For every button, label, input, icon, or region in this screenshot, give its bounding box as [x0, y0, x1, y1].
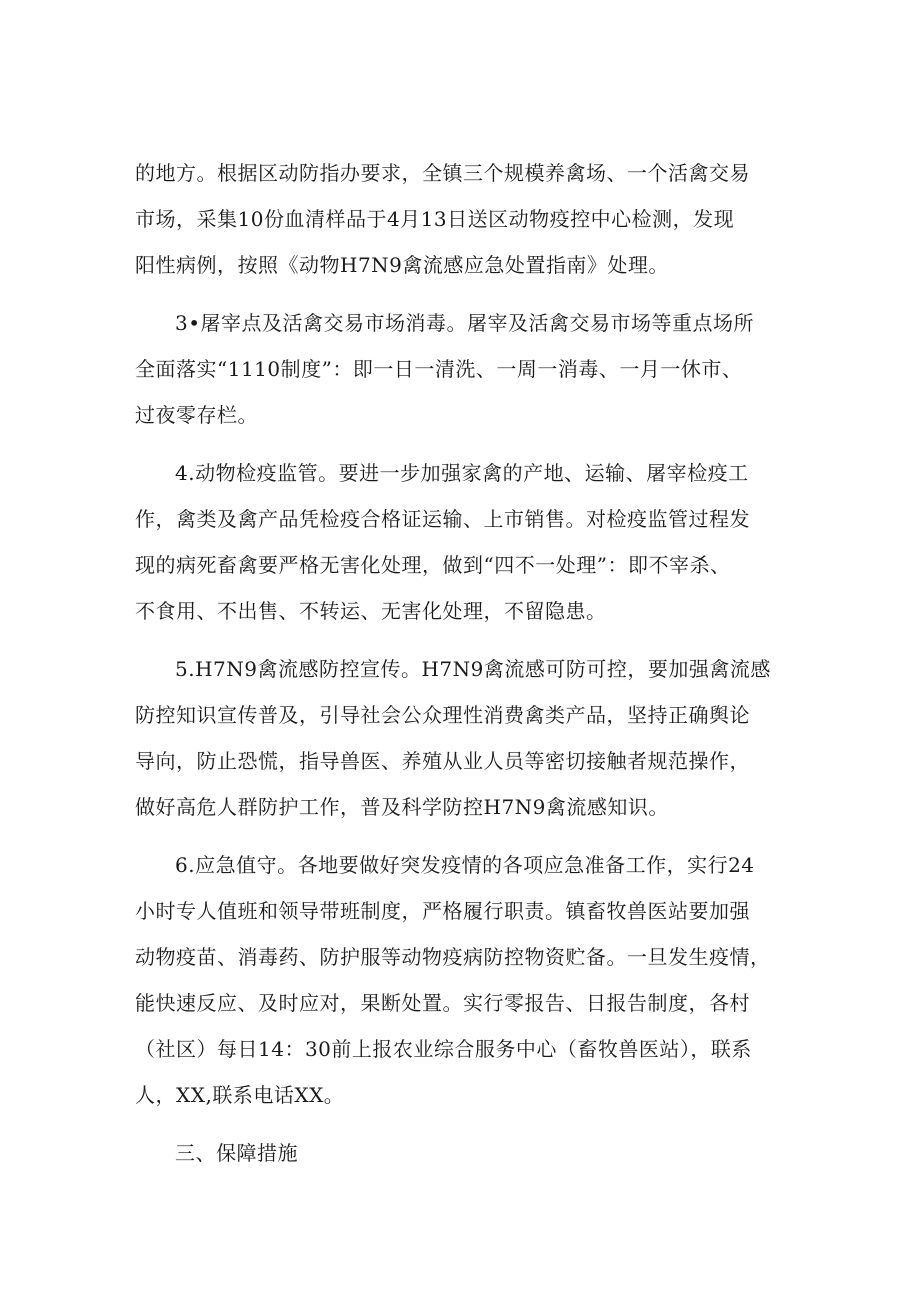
text-line: 能快速反应、及时应对，果断处置。实行零报告、日报告制度，各村 — [135, 991, 750, 1015]
text-line: 5.H7N9禽流感防控宣传。H7N9禽流感可防可控，要加强禽流感 — [175, 657, 771, 681]
text-line: 做好高危人群防护工作，普及科学防控H7N9禽流感知识。 — [135, 795, 669, 819]
text-line: 不食用、不出售、不转运、无害化处理，不留隐患。 — [135, 599, 607, 623]
text-line: 小时专人值班和领导带班制度，严格履行职责。镇畜牧兽医站要加强 — [135, 899, 750, 923]
text-line: 4.动物检疫监管。要进一步加强家禽的产地、运输、屠宰检疫工 — [175, 461, 749, 485]
paragraph-item-4 — [135, 450, 790, 634]
paragraph-item-3 — [135, 300, 790, 438]
paragraph-continuation — [135, 150, 790, 288]
document-body — [135, 150, 790, 1176]
text-line: 过夜零存栏。 — [135, 403, 258, 427]
paragraph-item-5 — [135, 646, 790, 830]
text-line: （社区）每日14：30前上报农业综合服务中心（畜牧兽医站），联系 — [135, 1037, 752, 1061]
text-line: 导向，防止恐慌，指导兽医、养殖从业人员等密切接触者规范操作， — [135, 749, 750, 773]
text-line: 阳性病例，按照《动物H7N9禽流感应急处置指南》处理。 — [135, 253, 669, 277]
text-line: 动物疫苗、消毒药、防护服等动物疫病防控物资贮备。一旦发生疫情， — [135, 945, 771, 969]
text-line: 全面落实“1110制度”：即一日一清洗、一周一消毒、一月一休市、 — [135, 357, 743, 381]
text-line: 现的病死畜禽要严格无害化处理，做到“四不一处理”：即不宰杀、 — [135, 553, 731, 577]
section-heading: 三、保障措施 — [175, 1141, 298, 1165]
text-line: 作，禽类及禽产品凭检疫合格证运输、上市销售。对检疫监管过程发 — [135, 507, 750, 531]
paragraph-item-6 — [135, 842, 790, 1118]
text-line: 6.应急值守。各地要做好突发疫情的各项应急准备工作，实行24 — [175, 853, 755, 877]
text-line: 的地方。根据区动防指办要求，全镇三个规模养禽场、一个活禽交易 — [135, 161, 750, 185]
text-line: 防控知识宣传普及，引导社会公众理性消费禽类产品，坚持正确舆论 — [135, 703, 750, 727]
text-line: 3•屠宰点及活禽交易市场消毒。屠宰及活禽交易市场等重点场所 — [175, 311, 755, 335]
text-line: 市场，采集10份血清样品于4月13日送区动物疫控中心检测，发现 — [135, 207, 735, 231]
text-line: 人，XX,联系电话XX。 — [135, 1083, 345, 1107]
